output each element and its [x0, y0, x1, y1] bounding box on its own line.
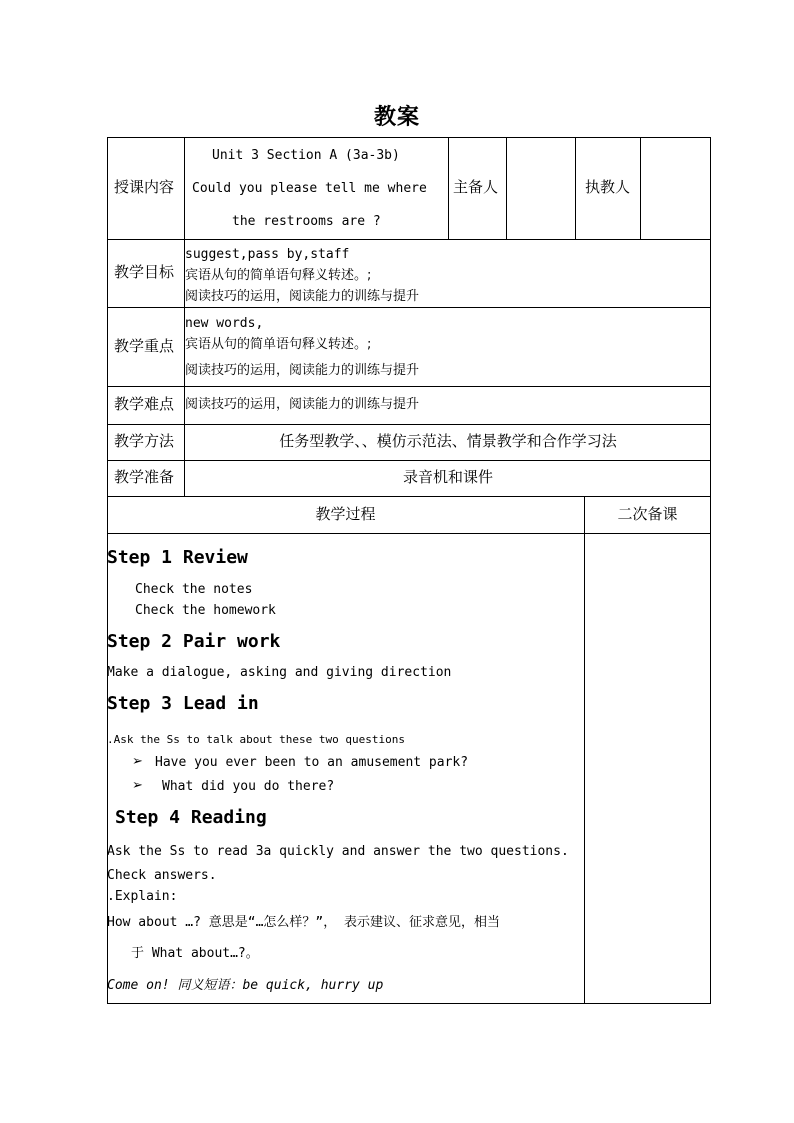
preparation-value: 录音机和课件 — [402, 468, 493, 486]
goals-label: 教学目标 — [114, 263, 175, 281]
methods-label: 教学方法 — [114, 432, 175, 450]
difficulties-line: 阅读技巧的运用，阅读能力的训练与提升 — [185, 397, 420, 412]
column-divider — [640, 137, 641, 239]
step4-line: Ask the Ss to read 3a quickly and answer the two questions. — [107, 844, 569, 859]
row-divider — [107, 386, 711, 387]
teacher-label: 执教人 — [585, 178, 631, 196]
bullet-arrow-icon: ➢ — [132, 778, 143, 793]
step1-item: Check the homework — [135, 603, 276, 618]
step1-heading: Step 1 Review — [107, 547, 248, 568]
row-divider — [107, 424, 711, 425]
step4-line: Check answers. — [107, 868, 217, 883]
step3-heading: Step 3 Lead in — [107, 693, 259, 714]
explain-line: 于 What about…?。 — [131, 946, 259, 961]
row-divider — [107, 307, 711, 308]
bullet-arrow-icon: ➢ — [132, 754, 143, 769]
content-label: 授课内容 — [114, 178, 175, 196]
step2-heading: Step 2 Pair work — [107, 631, 281, 652]
row-divider — [107, 239, 711, 240]
row-divider — [107, 533, 711, 534]
column-divider — [584, 496, 585, 1004]
step4-heading: Step 4 Reading — [115, 807, 267, 828]
goals-line: 阅读技巧的运用，阅读能力的训练与提升 — [185, 289, 420, 304]
lesson-question-line2: the restrooms are ? — [232, 214, 381, 229]
column-divider — [448, 137, 449, 239]
preparation-label: 教学准备 — [114, 468, 175, 486]
column-divider — [575, 137, 576, 239]
difficulties-label: 教学难点 — [114, 395, 175, 413]
key-points-line: new words, — [185, 316, 264, 331]
explain-line: How about …? 意思是“…怎么样？”， 表示建议、征求意见，相当 — [107, 915, 501, 930]
step3-intro: .Ask the Ss to talk about these two questions — [107, 733, 406, 746]
lesson-question-line1: Could you please tell me where — [192, 181, 427, 196]
key-points-line: 阅读技巧的运用，阅读能力的训练与提升 — [185, 363, 420, 378]
goals-line: 宾语从句的简单语句释义转述。; — [185, 268, 372, 283]
step4-line: .Explain: — [107, 889, 178, 904]
goals-line: suggest,pass by,staff — [185, 247, 350, 262]
document-title: 教案 — [373, 105, 420, 130]
step1-item: Check the notes — [135, 582, 253, 597]
step2-text: Make a dialogue, asking and giving direction — [107, 665, 452, 680]
methods-value: 任务型教学、、模仿示范法、情景教学和合作学习法 — [279, 432, 617, 450]
key-points-line: 宾语从句的简单语句释义转述。; — [185, 337, 372, 352]
row-divider — [107, 460, 711, 461]
main-preparer-label: 主备人 — [453, 178, 499, 196]
step3-bullet: Have you ever been to an amusement park? — [155, 755, 469, 770]
unit-section-text: Unit 3 Section A (3a-3b) — [212, 148, 400, 163]
step3-bullet: What did you do there? — [162, 779, 335, 794]
come-on-note: Come on! 同义短语：be quick, hurry up — [107, 978, 384, 993]
column-divider — [506, 137, 507, 239]
process-header: 教学过程 — [315, 505, 376, 523]
key-points-label: 教学重点 — [114, 337, 175, 355]
revision-header: 二次备课 — [617, 505, 678, 523]
